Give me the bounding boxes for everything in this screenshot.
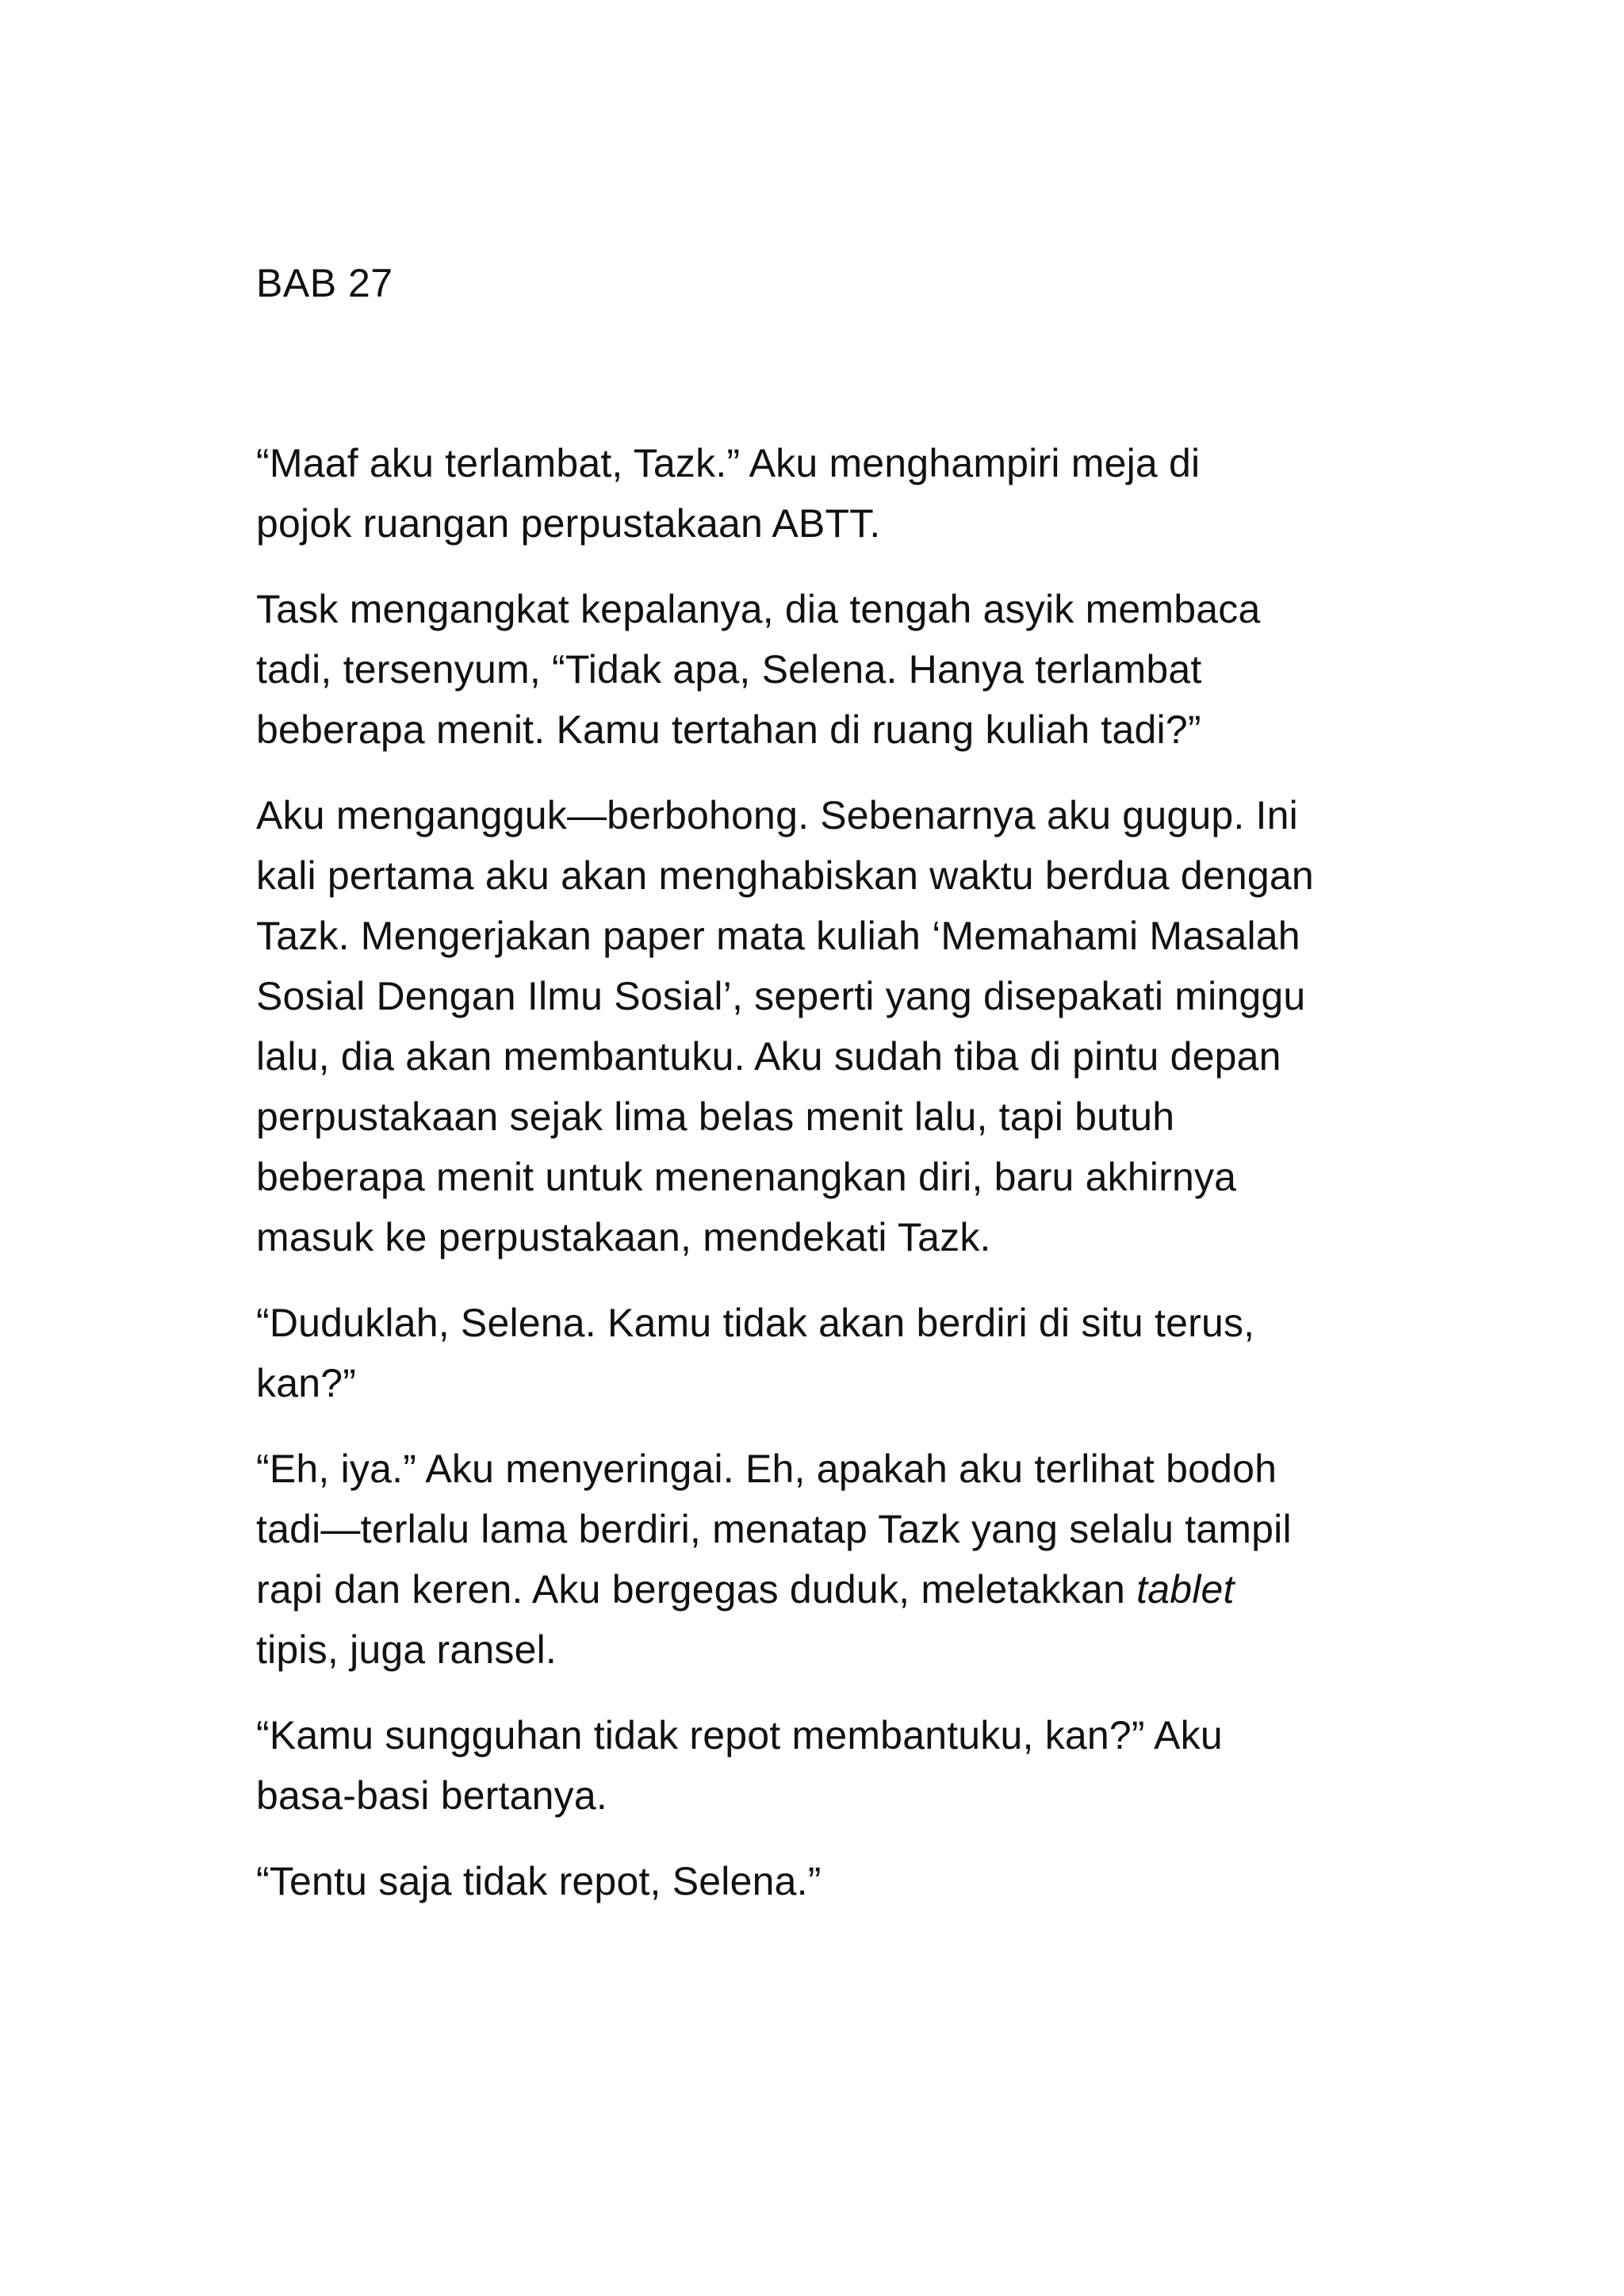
paragraph-4 — [256, 1293, 1398, 1413]
text-line: tipis, juga ransel. — [256, 1627, 557, 1672]
text-line: basa-basi bertanya. — [256, 1773, 607, 1818]
text-segment: rapi dan keren. Aku bergegas duduk, meletakkan — [256, 1567, 1137, 1612]
text-line: pojok ruangan perpustakaan ABTT. — [256, 501, 881, 546]
text-line: tadi—terlalu lama berdiri, menatap Tazk yang selalu tampil — [256, 1507, 1292, 1551]
text-line: beberapa menit. Kamu tertahan di ruang kuliah tadi?” — [256, 707, 1201, 752]
text-line: perpustakaan sejak lima belas menit lalu, tapi butuh — [256, 1094, 1175, 1139]
chapter-title: BAB 27 — [256, 261, 393, 305]
text-line: “Eh, iya.” Aku menyeringai. Eh, apakah aku terlihat bodoh — [256, 1447, 1277, 1491]
paragraph-6 — [256, 1705, 1398, 1826]
text-line: lalu, dia akan membantuku. Aku sudah tiba di pintu depan — [256, 1034, 1281, 1079]
paragraph-3 — [256, 785, 1398, 1267]
text-line: “Tentu saja tidak repot, Selena.” — [256, 1859, 822, 1903]
paragraph-5 — [256, 1439, 1398, 1680]
paragraph-2 — [256, 579, 1398, 760]
text-line: “Duduklah, Selena. Kamu tidak akan berdiri di situ terus, — [256, 1301, 1255, 1345]
text-line: kan?” — [256, 1361, 357, 1405]
text-line: kali pertama aku akan menghabiskan waktu berdua dengan — [256, 853, 1314, 898]
text-line: “Maaf aku terlambat, Tazk.” Aku menghampiri meja di — [256, 441, 1201, 485]
text-line: tadi, tersenyum, “Tidak apa, Selena. Hanya terlambat — [256, 647, 1202, 692]
italic-word: tablet — [1136, 1567, 1235, 1612]
text-line: “Kamu sungguhan tidak repot membantuku, kan?” Aku — [256, 1713, 1223, 1757]
paragraph-1 — [256, 433, 1398, 554]
text-line: Task mengangkat kepalanya, dia tengah asyik membaca — [256, 587, 1261, 631]
text-line: masuk ke perpustakaan, mendekati Tazk. — [256, 1215, 991, 1259]
text-line: beberapa menit untuk menenangkan diri, baru akhirnya — [256, 1155, 1237, 1199]
text-line: Aku mengangguk—berbohong. Sebenarnya aku gugup. Ini — [256, 793, 1298, 838]
text-line: Sosial Dengan Ilmu Sosial’, seperti yang disepakati minggu — [256, 974, 1306, 1018]
chapter-body — [256, 433, 1398, 1937]
paragraph-7 — [256, 1851, 1398, 1911]
text-line: Tazk. Mengerjakan paper mata kuliah ‘Memahami Masalah — [256, 914, 1300, 958]
text-line-with-italic — [256, 1559, 1398, 1619]
